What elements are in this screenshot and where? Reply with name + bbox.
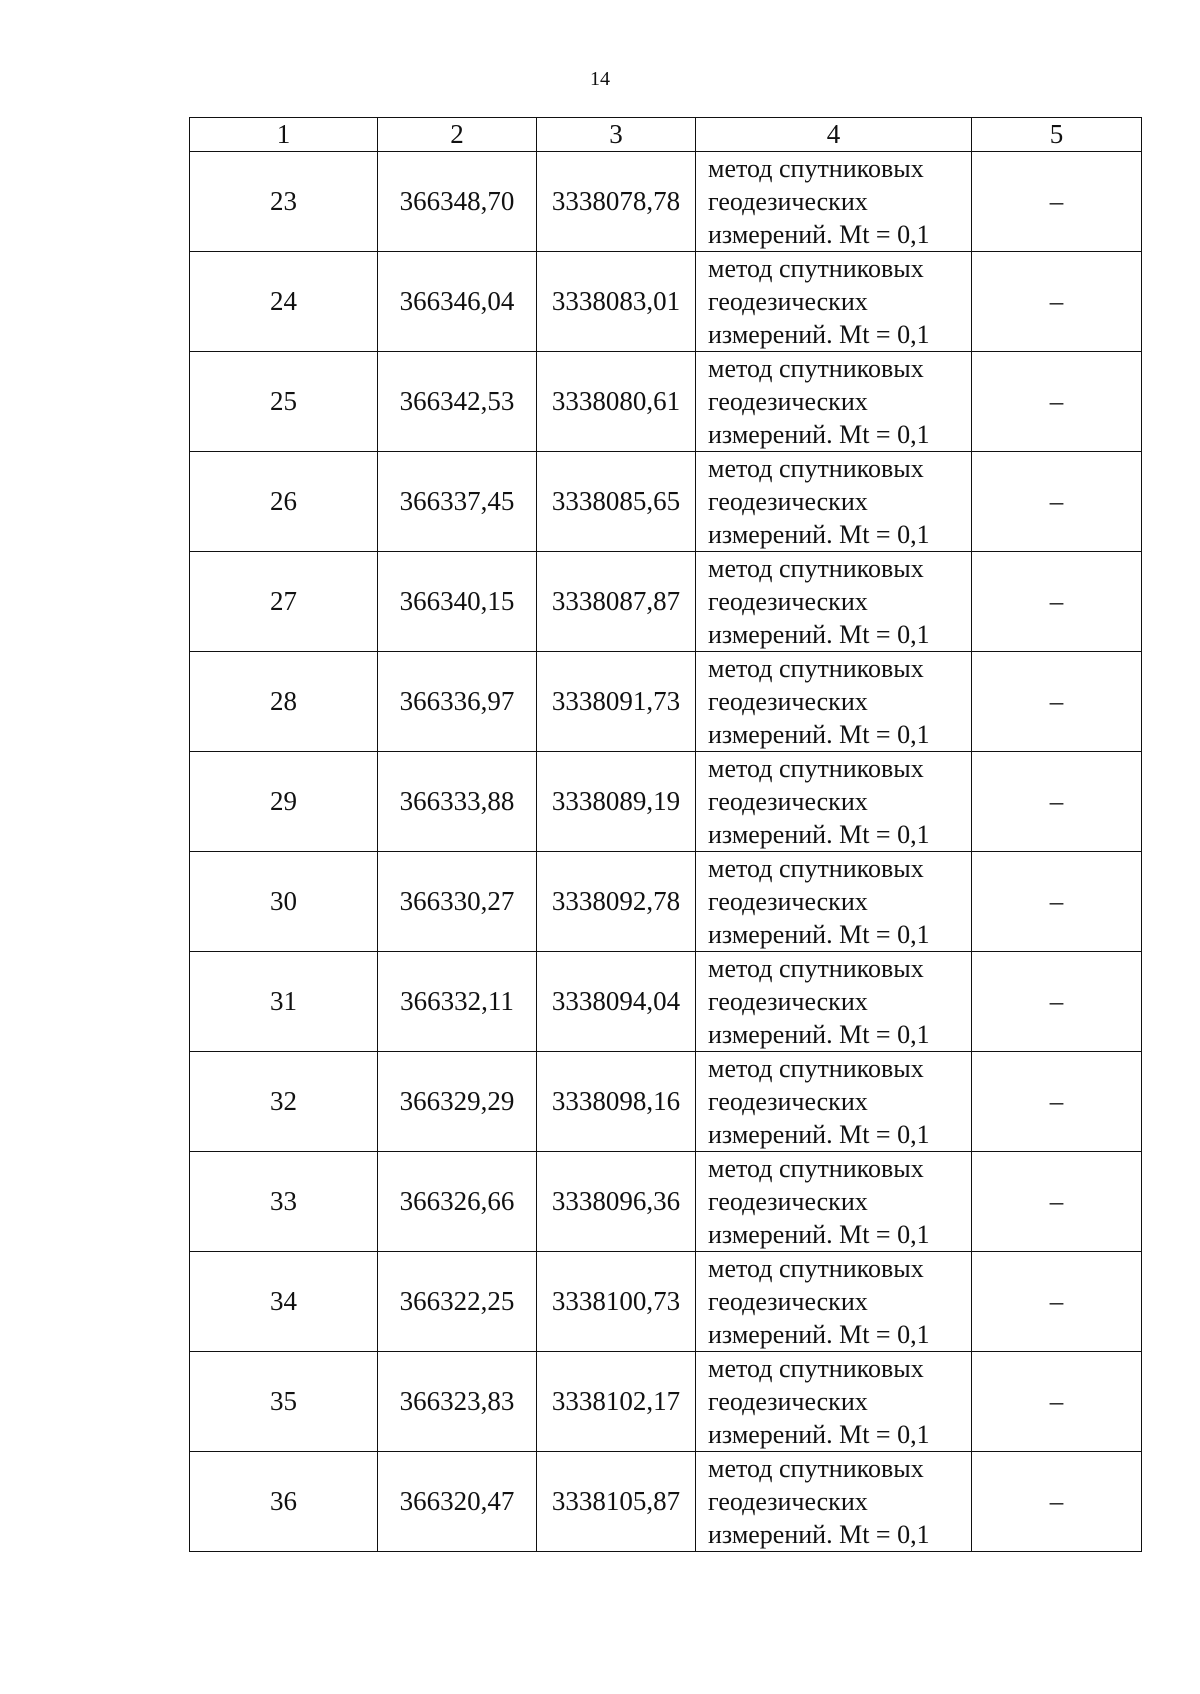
point-number-cell: 29 [190,752,378,852]
point-number-cell: 30 [190,852,378,952]
note-cell [972,1052,1142,1152]
method-line-1: метод спутниковых [708,854,924,883]
table-row [190,552,1142,652]
column-header-5: 5 [972,118,1142,152]
x-coordinate-cell: 366333,88 [378,752,537,852]
method-cell [696,1152,972,1252]
note-dash: – [1049,1386,1064,1416]
note-dash: – [1049,986,1064,1016]
x-coordinate-cell: 366342,53 [378,352,537,452]
method-line-3: измерений. Mt = 0,1 [708,720,930,749]
note-cell [972,152,1142,252]
method-line-2: геодезических [708,1287,868,1316]
page-number: 14 [590,68,610,90]
note-cell [972,1252,1142,1352]
x-coordinate-cell: 366346,04 [378,252,537,352]
note-dash: – [1049,1186,1064,1216]
note-cell [972,352,1142,452]
method-line-3: измерений. Mt = 0,1 [708,220,930,249]
method-line-1: метод спутниковых [708,154,924,183]
note-dash: – [1049,386,1064,416]
point-number-cell: 25 [190,352,378,452]
x-coordinate-cell: 366320,47 [378,1452,537,1552]
table-row [190,152,1142,252]
y-coordinate-cell: 3338078,78 [537,152,696,252]
method-line-3: измерений. Mt = 0,1 [708,1120,930,1149]
method-line-2: геодезических [708,987,868,1016]
x-coordinate-cell: 366336,97 [378,652,537,752]
method-line-3: измерений. Mt = 0,1 [708,420,930,449]
x-coordinate-cell: 366348,70 [378,152,537,252]
point-number-cell: 27 [190,552,378,652]
x-coordinate-cell: 366340,15 [378,552,537,652]
y-coordinate-cell: 3338102,17 [537,1352,696,1452]
x-coordinate-cell: 366322,25 [378,1252,537,1352]
y-coordinate-cell: 3338096,36 [537,1152,696,1252]
y-coordinate-cell: 3338087,87 [537,552,696,652]
method-line-1: метод спутниковых [708,454,924,483]
x-coordinate-cell: 366332,11 [378,952,537,1052]
table-body [190,152,1142,1552]
point-number-cell: 35 [190,1352,378,1452]
method-cell [696,1052,972,1152]
note-cell [972,1152,1142,1252]
y-coordinate-cell: 3338091,73 [537,652,696,752]
method-line-2: геодезических [708,1487,868,1516]
table-row [190,1452,1142,1552]
method-cell [696,1252,972,1352]
method-line-3: измерений. Mt = 0,1 [708,1320,930,1349]
method-line-1: метод спутниковых [708,554,924,583]
method-cell [696,752,972,852]
point-number-cell: 36 [190,1452,378,1552]
table-row [190,1252,1142,1352]
note-cell [972,252,1142,352]
method-line-1: метод спутниковых [708,1154,924,1183]
method-line-1: метод спутниковых [708,254,924,283]
method-line-1: метод спутниковых [708,354,924,383]
method-line-2: геодезических [708,387,868,416]
table-row [190,252,1142,352]
table-row [190,1152,1142,1252]
method-line-2: геодезических [708,687,868,716]
note-dash: – [1049,1086,1064,1116]
method-line-3: измерений. Mt = 0,1 [708,320,930,349]
method-line-2: геодезических [708,1187,868,1216]
note-cell [972,952,1142,1052]
table-row [190,752,1142,852]
y-coordinate-cell: 3338092,78 [537,852,696,952]
point-number-cell: 23 [190,152,378,252]
x-coordinate-cell: 366323,83 [378,1352,537,1452]
method-line-2: геодезических [708,787,868,816]
note-dash: – [1049,186,1064,216]
column-header-1: 1 [190,118,378,152]
method-cell [696,252,972,352]
table-row [190,852,1142,952]
method-cell [696,552,972,652]
method-line-1: метод спутниковых [708,754,924,783]
point-number-cell: 28 [190,652,378,752]
method-line-3: измерений. Mt = 0,1 [708,1520,930,1549]
x-coordinate-cell: 366337,45 [378,452,537,552]
method-line-3: измерений. Mt = 0,1 [708,1220,930,1249]
note-dash: – [1049,286,1064,316]
note-dash: – [1049,486,1064,516]
method-line-3: измерений. Mt = 0,1 [708,520,930,549]
point-number-cell: 32 [190,1052,378,1152]
method-line-1: метод спутниковых [708,954,924,983]
method-line-2: геодезических [708,1387,868,1416]
note-cell [972,452,1142,552]
table-row [190,1352,1142,1452]
table-header [190,118,1142,152]
y-coordinate-cell: 3338105,87 [537,1452,696,1552]
method-line-3: измерений. Mt = 0,1 [708,1020,930,1049]
method-line-1: метод спутниковых [708,654,924,683]
coordinates-table [189,117,1142,1552]
method-cell [696,852,972,952]
note-cell [972,752,1142,852]
method-cell [696,152,972,252]
method-line-2: геодезических [708,587,868,616]
method-line-2: геодезических [708,887,868,916]
y-coordinate-cell: 3338089,19 [537,752,696,852]
point-number-cell: 26 [190,452,378,552]
note-dash: – [1049,886,1064,916]
y-coordinate-cell: 3338085,65 [537,452,696,552]
method-line-1: метод спутниковых [708,1454,924,1483]
point-number-cell: 24 [190,252,378,352]
method-cell [696,952,972,1052]
note-dash: – [1049,586,1064,616]
method-line-3: измерений. Mt = 0,1 [708,920,930,949]
y-coordinate-cell: 3338083,01 [537,252,696,352]
y-coordinate-cell: 3338080,61 [537,352,696,452]
x-coordinate-cell: 366329,29 [378,1052,537,1152]
method-line-2: геодезических [708,1087,868,1116]
y-coordinate-cell: 3338098,16 [537,1052,696,1152]
method-line-3: измерений. Mt = 0,1 [708,820,930,849]
column-header-3: 3 [537,118,696,152]
table-row [190,1052,1142,1152]
method-line-1: метод спутниковых [708,1354,924,1383]
method-line-3: измерений. Mt = 0,1 [708,1420,930,1449]
note-cell [972,652,1142,752]
column-header-2: 2 [378,118,537,152]
point-number-cell: 34 [190,1252,378,1352]
note-dash: – [1049,1486,1064,1516]
note-dash: – [1049,786,1064,816]
note-dash: – [1049,686,1064,716]
table-row [190,452,1142,552]
method-cell [696,1352,972,1452]
method-cell [696,1452,972,1552]
column-header-4: 4 [696,118,972,152]
method-line-2: геодезических [708,287,868,316]
note-dash: – [1049,1286,1064,1316]
method-line-3: измерений. Mt = 0,1 [708,620,930,649]
note-cell [972,852,1142,952]
x-coordinate-cell: 366326,66 [378,1152,537,1252]
point-number-cell: 33 [190,1152,378,1252]
note-cell [972,1452,1142,1552]
method-line-1: метод спутниковых [708,1254,924,1283]
method-cell [696,452,972,552]
method-line-2: геодезических [708,187,868,216]
method-line-2: геодезических [708,487,868,516]
y-coordinate-cell: 3338094,04 [537,952,696,1052]
table-row [190,952,1142,1052]
table-row [190,352,1142,452]
point-number-cell: 31 [190,952,378,1052]
method-line-1: метод спутниковых [708,1054,924,1083]
note-cell [972,1352,1142,1452]
note-cell [972,552,1142,652]
table-row [190,652,1142,752]
y-coordinate-cell: 3338100,73 [537,1252,696,1352]
header-row [190,118,1142,152]
method-cell [696,352,972,452]
x-coordinate-cell: 366330,27 [378,852,537,952]
method-cell [696,652,972,752]
